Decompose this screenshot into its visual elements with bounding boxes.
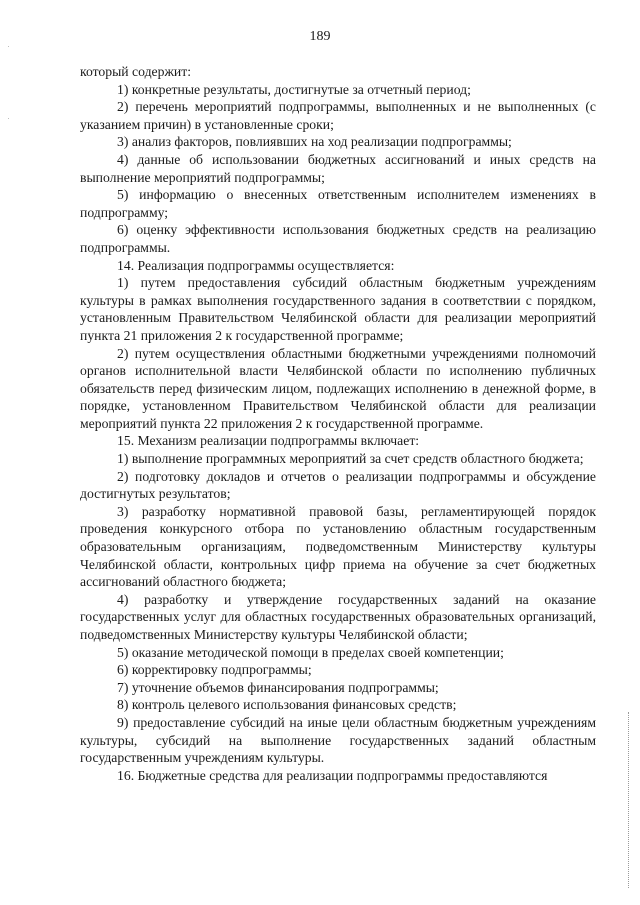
list-item-mechanism-2: 2) подготовку докладов и отчетов о реализации подпрограммы и обсуждение достигнутых результатов; — [80, 468, 596, 502]
list-item-implementation-2: 2) путем осуществления областными бюджетными учреждениями полномочий органов исполнительной власти Челябинской области по исполнению публичных обязательств перед физическим лицом, подлежащих исполнению в денежной форме, в порядке, установленном Правительством Челябинской области для реализации мероприятий пункта 22 приложения 2 к государственной программе. — [80, 345, 596, 431]
list-item-report-1: 1) конкретные результаты, достигнутые за отчетный период; — [117, 81, 471, 97]
list-item-mechanism-1: 1) выполнение программных мероприятий за счет средств областного бюджета; — [117, 451, 584, 467]
list-item-report-5: 5) информацию о внесенных ответственным исполнителем изменениях в подпрограмму; — [80, 187, 596, 220]
section-14-heading: 14. Реализация подпрограммы осуществляется: — [117, 257, 395, 273]
list-item-mechanism-4: 4) разработку и утверждение государственных заданий на оказание государственных услуг для областных государственных образовательных организаций, подведомственных Министерству культуры Челябинской области; — [80, 591, 596, 642]
list-item-mechanism-3: 3) разработку нормативной правовой базы, регламентирующей порядок проведения конкурсного отбора по установлению областным государственным образовательным организациям, подведомственным Министерству культуры Челябинской области, контрольных цифр приема на обучение за счет бюджетных ассигнований областного бюджета; — [80, 503, 596, 590]
list-item-mechanism-5: 5) оказание методической помощи в пределах своей компетенции; — [117, 644, 504, 660]
list-item-implementation-1: 1) путем предоставления субсидий областным бюджетным учреждениям культуры в рамках выполнения государственного задания в соответствии с порядком, установленным Правительством Челябинской области для реализации мероприятий пункта 21 приложения 2 к государственной программе; — [80, 275, 596, 343]
list-item-report-2: 2) перечень мероприятий подпрограммы, выполненных и не выполненных (с указанием причин) в установленные сроки; — [80, 99, 596, 132]
paragraph-intro: который содержит: — [80, 64, 192, 79]
list-item-mechanism-8: 8) контроль целевого использования финансовых средств; — [117, 697, 457, 713]
scan-edge-line — [628, 712, 630, 888]
list-item-report-6: 6) оценку эффективности использования бюджетных средств на реализацию подпрограммы. — [80, 222, 596, 255]
list-item-report-4: 4) данные об использовании бюджетных ассигнований и иных средств на выполнение мероприятий подпрограммы; — [80, 151, 596, 185]
section-16-start: 16. Бюджетные средства для реализации подпрограммы предоставляются — [117, 767, 548, 783]
list-item-report-3: 3) анализ факторов, повлиявших на ход реализации подпрограммы; — [117, 134, 512, 150]
page-number: 189 — [309, 29, 331, 44]
list-item-mechanism-7: 7) уточнение объемов финансирования подпрограммы; — [117, 679, 439, 695]
document-body — [80, 63, 596, 784]
scan-artifact — [8, 46, 9, 47]
section-15-heading: 15. Механизм реализации подпрограммы включает: — [117, 433, 420, 449]
scan-artifact — [8, 118, 9, 119]
list-item-mechanism-9: 9) предоставление субсидий на иные цели областным бюджетным учреждениям культуры, субсидий на выполнение государственных заданий областным государственным учреждениям культуры. — [80, 714, 596, 766]
list-item-mechanism-6: 6) корректировку подпрограммы; — [117, 662, 312, 678]
